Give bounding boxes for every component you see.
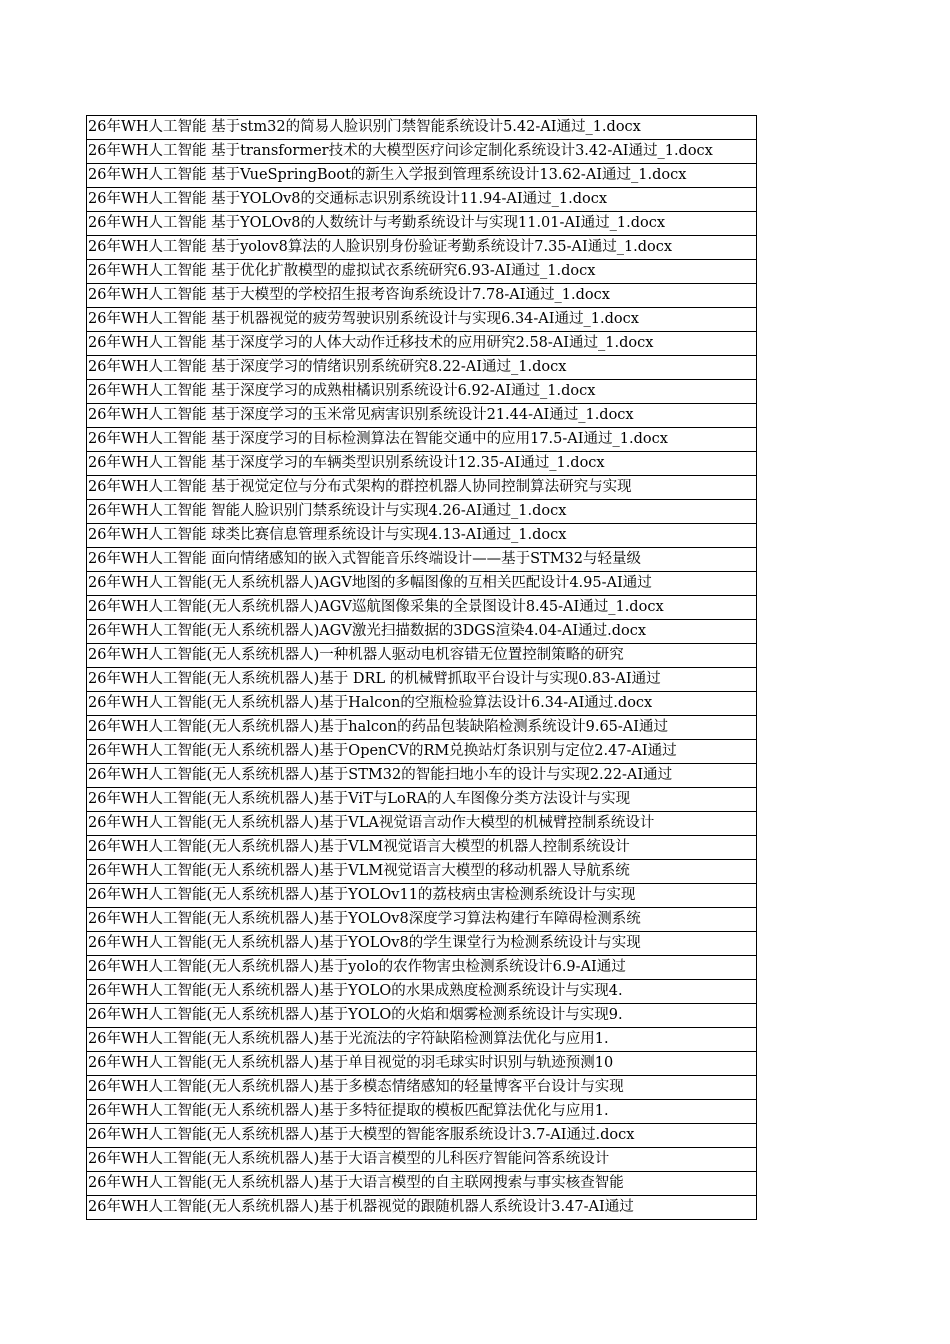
sheet-cell[interactable]: 26年WH人工智能 面向情绪感知的嵌入式智能音乐终端设计——基于STM32与轻量级: [87, 548, 757, 572]
sheet-cell[interactable]: 26年WH人工智能(无人系统机器人)基于Halcon的空瓶检验算法设计6.34-AI通过.docx: [87, 692, 757, 716]
sheet-cell[interactable]: 26年WH人工智能 基于机器视觉的疲劳驾驶识别系统设计与实现6.34-AI通过_1.docx: [87, 308, 757, 332]
sheet-cell[interactable]: 26年WH人工智能(无人系统机器人)基于大语言模型的自主联网搜索与事实核查智能: [87, 1172, 757, 1196]
sheet-cell[interactable]: 26年WH人工智能(无人系统机器人)基于YOLOv8深度学习算法构建行车障碍检测系统: [87, 908, 757, 932]
sheet-cell[interactable]: 26年WH人工智能(无人系统机器人)AGV激光扫描数据的3DGS渲染4.04-AI通过.docx: [87, 620, 757, 644]
sheet-cell[interactable]: 26年WH人工智能(无人系统机器人)AGV巡航图像采集的全景图设计8.45-AI通过_1.docx: [87, 596, 757, 620]
sheet-cell[interactable]: 26年WH人工智能(无人系统机器人)基于 DRL 的机械臂抓取平台设计与实现0.83-AI通过: [87, 668, 757, 692]
sheet-cell[interactable]: 26年WH人工智能 基于深度学习的玉米常见病害识别系统设计21.44-AI通过_1.docx: [87, 404, 757, 428]
sheet-cell[interactable]: 26年WH人工智能 基于深度学习的情绪识别系统研究8.22-AI通过_1.docx: [87, 356, 757, 380]
sheet-cell[interactable]: 26年WH人工智能 基于yolov8算法的人脸识别身份验证考勤系统设计7.35-AI通过_1.docx: [87, 236, 757, 260]
sheet-cell[interactable]: 26年WH人工智能(无人系统机器人)基于单目视觉的羽毛球实时识别与轨迹预测10: [87, 1052, 757, 1076]
sheet-cell[interactable]: 26年WH人工智能 基于优化扩散模型的虚拟试衣系统研究6.93-AI通过_1.docx: [87, 260, 757, 284]
sheet-cell[interactable]: 26年WH人工智能 基于VueSpringBoot的新生入学报到管理系统设计13.62-AI通过_1.docx: [87, 164, 757, 188]
sheet-cell[interactable]: 26年WH人工智能(无人系统机器人)一种机器人驱动电机容错无位置控制策略的研究: [87, 644, 757, 668]
sheet-cell[interactable]: 26年WH人工智能(无人系统机器人)AGV地图的多幅图像的互相关匹配设计4.95-AI通过: [87, 572, 757, 596]
sheet-cell[interactable]: 26年WH人工智能(无人系统机器人)基于多特征提取的模板匹配算法优化与应用1.: [87, 1100, 757, 1124]
sheet-cell[interactable]: 26年WH人工智能 基于深度学习的成熟柑橘识别系统设计6.92-AI通过_1.docx: [87, 380, 757, 404]
sheet-cell[interactable]: 26年WH人工智能(无人系统机器人)基于YOLOv11的荔枝病虫害检测系统设计与实现: [87, 884, 757, 908]
sheet-cell[interactable]: 26年WH人工智能(无人系统机器人)基于ViT与LoRA的人车图像分类方法设计与实现: [87, 788, 757, 812]
sheet-cell[interactable]: 26年WH人工智能(无人系统机器人)基于大模型的智能客服系统设计3.7-AI通过.docx: [87, 1124, 757, 1148]
sheet-cell[interactable]: 26年WH人工智能(无人系统机器人)基于VLM视觉语言大模型的移动机器人导航系统: [87, 860, 757, 884]
sheet-cell[interactable]: 26年WH人工智能(无人系统机器人)基于机器视觉的跟随机器人系统设计3.47-AI通过: [87, 1196, 757, 1220]
sheet-cell[interactable]: 26年WH人工智能(无人系统机器人)基于yolo的农作物害虫检测系统设计6.9-AI通过: [87, 956, 757, 980]
spreadsheet-column: [86, 115, 757, 1220]
sheet-cell[interactable]: 26年WH人工智能(无人系统机器人)基于STM32的智能扫地小车的设计与实现2.22-AI通过: [87, 764, 757, 788]
sheet-cell[interactable]: 26年WH人工智能 球类比赛信息管理系统设计与实现4.13-AI通过_1.docx: [87, 524, 757, 548]
sheet-cell[interactable]: 26年WH人工智能(无人系统机器人)基于YOLO的水果成熟度检测系统设计与实现4.: [87, 980, 757, 1004]
sheet-cell[interactable]: 26年WH人工智能(无人系统机器人)基于大语言模型的儿科医疗智能问答系统设计: [87, 1148, 757, 1172]
sheet-cell[interactable]: 26年WH人工智能(无人系统机器人)基于光流法的字符缺陷检测算法优化与应用1.: [87, 1028, 757, 1052]
sheet-cell[interactable]: 26年WH人工智能(无人系统机器人)基于VLM视觉语言大模型的机器人控制系统设计: [87, 836, 757, 860]
sheet-cell[interactable]: 26年WH人工智能 基于YOLOv8的人数统计与考勤系统设计与实现11.01-AI通过_1.docx: [87, 212, 757, 236]
sheet-cell[interactable]: 26年WH人工智能(无人系统机器人)基于YOLOv8的学生课堂行为检测系统设计与实现: [87, 932, 757, 956]
sheet-cell[interactable]: 26年WH人工智能(无人系统机器人)基于VLA视觉语言动作大模型的机械臂控制系统设计: [87, 812, 757, 836]
sheet-cell[interactable]: 26年WH人工智能(无人系统机器人)基于YOLO的火焰和烟雾检测系统设计与实现9.: [87, 1004, 757, 1028]
sheet-cell[interactable]: 26年WH人工智能 基于深度学习的人体大动作迁移技术的应用研究2.58-AI通过_1.docx: [87, 332, 757, 356]
sheet-cell[interactable]: 26年WH人工智能(无人系统机器人)基于halcon的药品包装缺陷检测系统设计9.65-AI通过: [87, 716, 757, 740]
sheet-cell[interactable]: 26年WH人工智能 基于大模型的学校招生报考咨询系统设计7.78-AI通过_1.docx: [87, 284, 757, 308]
sheet-cell[interactable]: 26年WH人工智能 基于视觉定位与分布式架构的群控机器人协同控制算法研究与实现: [87, 476, 757, 500]
sheet-cell[interactable]: 26年WH人工智能 基于深度学习的目标检测算法在智能交通中的应用17.5-AI通过_1.docx: [87, 428, 757, 452]
sheet-cell[interactable]: 26年WH人工智能 智能人脸识别门禁系统设计与实现4.26-AI通过_1.docx: [87, 500, 757, 524]
sheet-cell[interactable]: 26年WH人工智能 基于YOLOv8的交通标志识别系统设计11.94-AI通过_1.docx: [87, 188, 757, 212]
sheet-cell[interactable]: 26年WH人工智能(无人系统机器人)基于OpenCV的RM兑换站灯条识别与定位2.47-AI通过: [87, 740, 757, 764]
sheet-cell[interactable]: 26年WH人工智能(无人系统机器人)基于多模态情绪感知的轻量博客平台设计与实现: [87, 1076, 757, 1100]
sheet-cell[interactable]: 26年WH人工智能 基于stm32的简易人脸识别门禁智能系统设计5.42-AI通过_1.docx: [87, 116, 757, 140]
sheet-cell[interactable]: 26年WH人工智能 基于深度学习的车辆类型识别系统设计12.35-AI通过_1.docx: [87, 452, 757, 476]
sheet-cell[interactable]: 26年WH人工智能 基于transformer技术的大模型医疗问诊定制化系统设计3.42-AI通过_1.docx: [87, 140, 757, 164]
